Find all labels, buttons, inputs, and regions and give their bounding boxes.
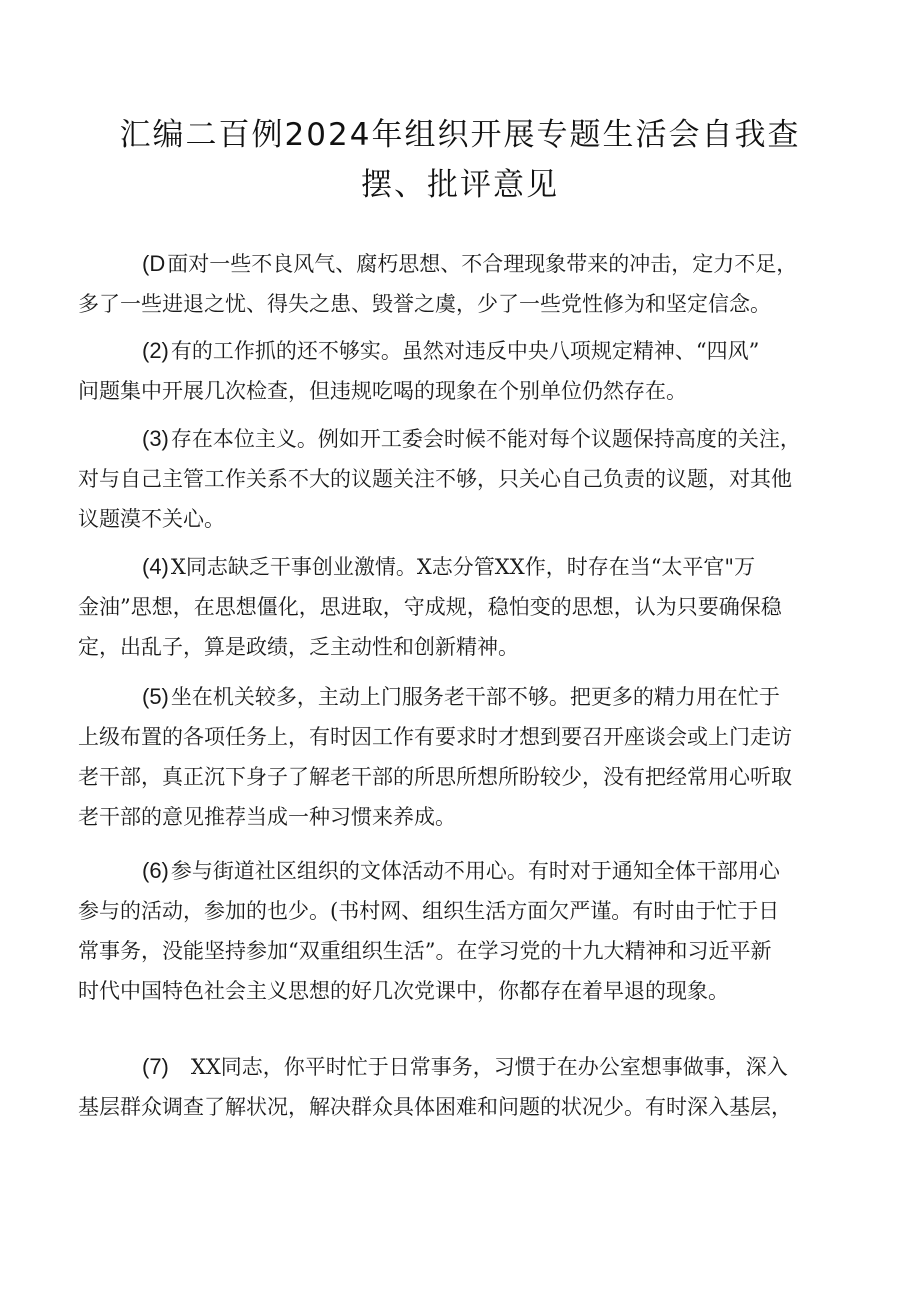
paragraph-line: 议题漠不关心。 <box>78 507 225 531</box>
paragraph-line: 问题集中开展几次检查，但违规吃喝的现象在个别单位仍然存在。 <box>78 379 687 403</box>
paragraph-line: 参与的活动，参加的也少。(书村网、组织生活方面欠严谨。有时由于忙于日 <box>78 899 780 923</box>
paragraph-text: 面对一些不良风气、腐朽思想、不合理现象带来的冲击，定力不足， <box>167 252 798 276</box>
paragraph-6 <box>78 851 858 1011</box>
paragraph-text: 有的工作抓的还不够实。虽然对违反中央八项规定精神、“四风” <box>170 339 760 363</box>
paragraph-3 <box>78 419 858 539</box>
document-title <box>80 110 840 210</box>
paragraph-number: (7) <box>142 1054 169 1079</box>
paragraph-line: 常事务，没能坚持参加“双重组织生活”。在学习党的十九大精神和习近平新 <box>78 939 772 963</box>
paragraph-7 <box>78 1047 858 1127</box>
paragraph-line: 金油”思想，在思想僵化，思进取，守成规，稳怕变的思想，认为只要确保稳 <box>78 595 782 619</box>
paragraph-1 <box>78 244 858 324</box>
paragraph-line <box>78 331 858 371</box>
title-line-1: 汇编二百例2024年组织开展专题生活会自我查 <box>119 117 801 153</box>
paragraph-line <box>78 1047 858 1087</box>
paragraph-number: (6) <box>142 858 169 883</box>
paragraph-line: 多了一些进退之忧、得失之患、毁誉之虞，少了一些党性修为和坚定信念。 <box>78 292 771 316</box>
paragraph-line <box>78 244 858 284</box>
paragraph-line: 定，出乱子，算是政绩，乏主动性和创新精神。 <box>78 635 519 659</box>
paragraph-line: 对与自己主管工作关系不大的议题关注不够，只关心自己负责的议题，对其他 <box>78 467 792 491</box>
paragraph-line <box>78 419 858 459</box>
paragraph-line: 老干部的意见推荐当成一种习惯来养成。 <box>78 805 456 829</box>
paragraph-number: (3) <box>142 426 169 451</box>
paragraph-line: 上级布置的各项任务上，有时因工作有要求时才想到要召开座谈会或上门走访 <box>78 725 792 749</box>
paragraph-text: XX同志，你平时忙于日常事务，习惯于在办公室想事做事，深入 <box>190 1055 788 1079</box>
paragraph-line <box>78 851 858 891</box>
paragraph-text: 参与街道社区组织的文体活动不用心。有时对于通知全体干部用心 <box>170 859 780 883</box>
paragraph-number: (D <box>142 251 166 276</box>
paragraph-5 <box>78 677 858 837</box>
paragraph-line <box>78 677 858 717</box>
paragraph-number: (4) <box>142 554 169 579</box>
paragraph-text: 存在本位主义。例如开工委会时候不能对每个议题保持高度的关注， <box>170 427 801 451</box>
title-line-2: 摆、批评意见 <box>361 167 559 203</box>
paragraph-line: 老干部，真正沉下身子了解老干部的所思所想所盼较少，没有把经常用心听取 <box>78 765 792 789</box>
paragraph-line <box>78 547 858 587</box>
paragraph-text: 坐在机关较多，主动上门服务老干部不够。把更多的精力用在忙于 <box>170 685 780 709</box>
paragraph-number: (2) <box>142 338 169 363</box>
paragraph-2 <box>78 331 858 411</box>
paragraph-line: 基层群众调查了解状况，解决群众具体困难和问题的状况少。有时深入基层， <box>78 1095 792 1119</box>
paragraph-number: (5) <box>142 684 169 709</box>
paragraph-4 <box>78 547 858 667</box>
paragraph-line: 时代中国特色社会主义思想的好几次党课中，你都存在着早退的现象。 <box>78 979 729 1003</box>
paragraph-text: X同志缺乏干事创业激情。X志分管XX作，时存在当“太平官"万 <box>170 555 756 579</box>
